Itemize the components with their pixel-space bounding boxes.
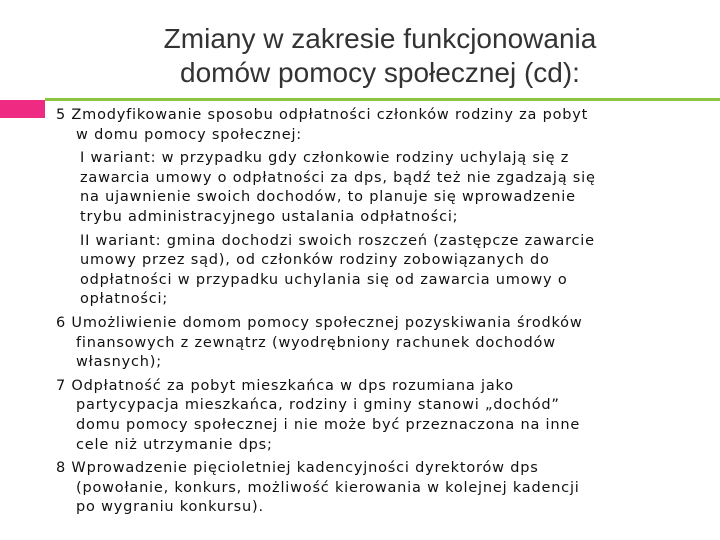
variant-1-line-3: na ujawnienie swoich dochodów, to planuje się wprowadzenie — [80, 189, 576, 206]
item-6-line-3: własnych); — [76, 354, 162, 371]
variant-1 — [56, 149, 696, 227]
variant-2-line-2: umowy przez sąd), od członków rodziny zobowiązanych do — [80, 252, 550, 269]
item-8-line-1: 8 Wprowadzenie pięcioletniej kadencyjności dyrektorów dps — [56, 460, 539, 477]
item-7-line-3: domu pomocy społecznej i nie może być przeznaczona na inne — [76, 416, 581, 433]
variant-2 — [56, 232, 696, 310]
variant-1-line-2: zawarcia umowy o odpłatności za dps, bądź też nie zgadzają się — [80, 169, 596, 186]
slide-title-line-2: domów pomocy społecznej (cd): — [180, 57, 580, 88]
variant-1-line-1: I wariant: w przypadku gdy członkowie rodziny uchylają się z — [80, 150, 570, 167]
pink-accent-bar — [0, 100, 45, 118]
item-7-line-4: cele niż utrzymanie dps; — [76, 436, 273, 453]
item-8-line-3: po wygraniu konkursu). — [76, 499, 264, 516]
item-6-line-1: 6 Umożliwienie domom pomocy społecznej pozyskiwania środków — [56, 314, 583, 331]
item-6 — [56, 314, 696, 373]
variant-2-line-4: opłatności; — [80, 291, 169, 308]
item-6-line-2: finansowych z zewnątrz (wyodrębniony rachunek dochodów — [76, 334, 556, 351]
item-7 — [56, 377, 696, 455]
green-divider-line — [45, 98, 720, 101]
item-7-line-1: 7 Odpłatność za pobyt mieszkańca w dps rozumiana jako — [56, 377, 514, 394]
item-8 — [56, 459, 696, 518]
slide-title-line-1: Zmiany w zakresie funkcjonowania — [163, 23, 597, 54]
item-8-line-2: (powołanie, konkurs, możliwość kierowania w kolejnej kadencji — [76, 479, 580, 496]
slide-title — [40, 22, 720, 90]
slide-body — [56, 106, 696, 518]
item-5 — [56, 106, 696, 145]
variant-1-line-4: trybu administracyjnego ustalania odpłatności; — [80, 208, 459, 225]
item-5-line-2: w domu pomocy społecznej: — [76, 126, 302, 143]
variant-2-line-3: odpłatności w przypadku uchylania się od zawarcia umowy o — [80, 271, 568, 288]
variant-2-line-1: II wariant: gmina dochodzi swoich roszczeń (zastępcze zawarcie — [80, 232, 595, 249]
item-7-line-2: partycypacja mieszkańca, rodziny i gminy stanowi „dochód” — [76, 397, 560, 414]
item-5-line-1: 5 Zmodyfikowanie sposobu odpłatności członków rodziny za pobyt — [56, 107, 589, 123]
